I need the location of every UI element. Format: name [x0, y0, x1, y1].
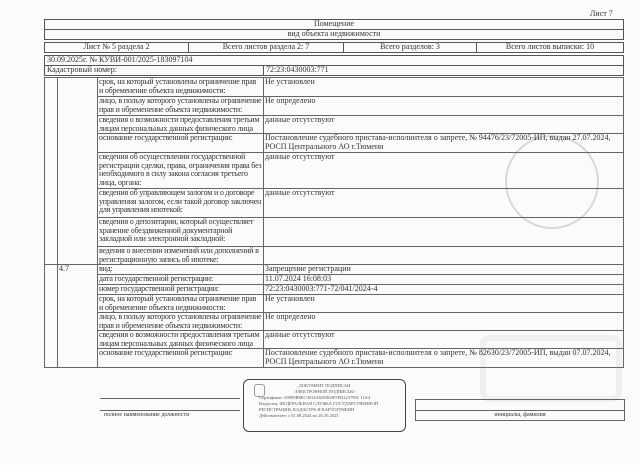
row-label: лицо, в пользу которого установлены ограничение прав и обременение объекта недвижимости: [97, 96, 264, 116]
outer-column [44, 264, 58, 368]
row-value: Постановление судебного пристава-исполнителя о запрете, № 82630/23/72005-ИП, выдан 07.07.2024, РОСП Центрального АО г.Тюмени [263, 348, 624, 368]
row-value: Не определено [263, 312, 624, 331]
stamp-line: Сертификат: 00999B8EC3014A82E864F5FD2237901 11A4 [259, 395, 370, 400]
total-sheets: Всего листов выписки: 10 [476, 42, 624, 53]
cadastral-number: 72:23:0430003:771 [263, 65, 624, 76]
row-label: номер государственной регистрации: [97, 284, 264, 295]
row-label: основание государственной регистрации: [97, 133, 264, 153]
row-label: сведения об осуществлении государственной регистрации сделки, права, ограничения права без необходимого в силу закона согласия третьего лица, органа: [97, 152, 264, 189]
row-value: данные отсутствуют [263, 188, 624, 218]
outer-column [44, 77, 58, 265]
row-value: Не установлен [263, 77, 624, 97]
signature-line [100, 398, 240, 399]
row-value: данные отсутствуют [263, 115, 624, 134]
sheet-label: Лист 7 [590, 9, 613, 18]
row-label: ведения о внесении изменений или дополнений в регистрационную запись об ипотеке: [97, 246, 264, 265]
total-sections: Всего разделов: 3 [343, 42, 477, 53]
stamp-line: ДОКУМЕНТ ПОДПИСАН [298, 383, 351, 388]
row-value: 72:23:0430003:771-72/041/2024-4 [263, 284, 624, 295]
stamp-line: РЕГИСТРАЦИИ, КАДАСТРА И КАРТОГРАФИИ [259, 407, 355, 412]
sheets-in-section: Всего листов раздела 2: 7 [188, 42, 344, 53]
row-label: сведения о возможности предоставления третьим лицам персональных данных физического лица [97, 330, 264, 349]
document-reference: 30.09.2025г. № КУВИ-001/2025-183097104 [44, 55, 624, 66]
row-value: 11.07.2024 16:08:03 [263, 274, 624, 285]
row-value [263, 246, 624, 265]
row-value: данные отсутствуют [263, 152, 624, 189]
object-type: Помещение [44, 19, 624, 30]
row-value: Не установлен [263, 294, 624, 313]
sheet-number: Лист № 5 раздела 2 [44, 42, 189, 53]
row-label: сведения о депозитарии, который осуществляет хранение обездвиженной документарной закладной или электронной закладной: [97, 217, 264, 247]
name-caption: инициалы, фамилия [415, 410, 625, 419]
row-label: срок, на который установлены ограничение прав и обременение объекта недвижимости: [97, 77, 264, 97]
object-type-caption: вид объекта недвижимости [44, 29, 624, 40]
row-value: данные отсутствуют [263, 330, 624, 349]
cadastral-label: Кадастровый номер: [44, 65, 264, 76]
section-number: 4.7 [57, 264, 98, 368]
stamp-line: ЭЛЕКТРОННОЙ ПОДПИСЬЮ [294, 389, 355, 394]
row-value: Не определено [263, 96, 624, 116]
row-label: срок, на который установлены ограничение прав и обременение объекта недвижимости: [97, 294, 264, 313]
stamp-line: Владелец: ФЕДЕРАЛЬНАЯ СЛУЖБА ГОСУДАРСТВЕННОЙ [259, 401, 379, 406]
section-column [57, 77, 98, 265]
row-label: основание государственной регистрации: [97, 348, 264, 368]
stamp-line: Действителен: с 01.08.2024 по 26.10.2025 [259, 413, 339, 418]
electronic-signature-stamp [243, 379, 406, 432]
row-label: дата государственной регистрации: [97, 274, 264, 285]
emblem-icon [254, 384, 265, 397]
position-caption: полное наименование должности [100, 410, 240, 419]
row-label: сведения об управляющем залогом и о договоре управления залогом, если такой договор заключен для управления ипотекой: [97, 188, 264, 218]
row-value [263, 217, 624, 247]
row-label: вид: [97, 264, 264, 275]
row-value: Запрещение регистрации [263, 264, 624, 275]
row-value: Постановление судебного пристава-исполнителя о запрете, № 94476/23/72005-ИП, выдан 27.07.2024, РОСП Центрального АО г.Тюмени [263, 133, 624, 153]
row-label: лицо, в пользу которого установлены ограничение прав и обременение объекта недвижимости: [97, 312, 264, 331]
row-label: сведения о возможности предоставления третьим лицам персональных данных физического лица [97, 115, 264, 134]
